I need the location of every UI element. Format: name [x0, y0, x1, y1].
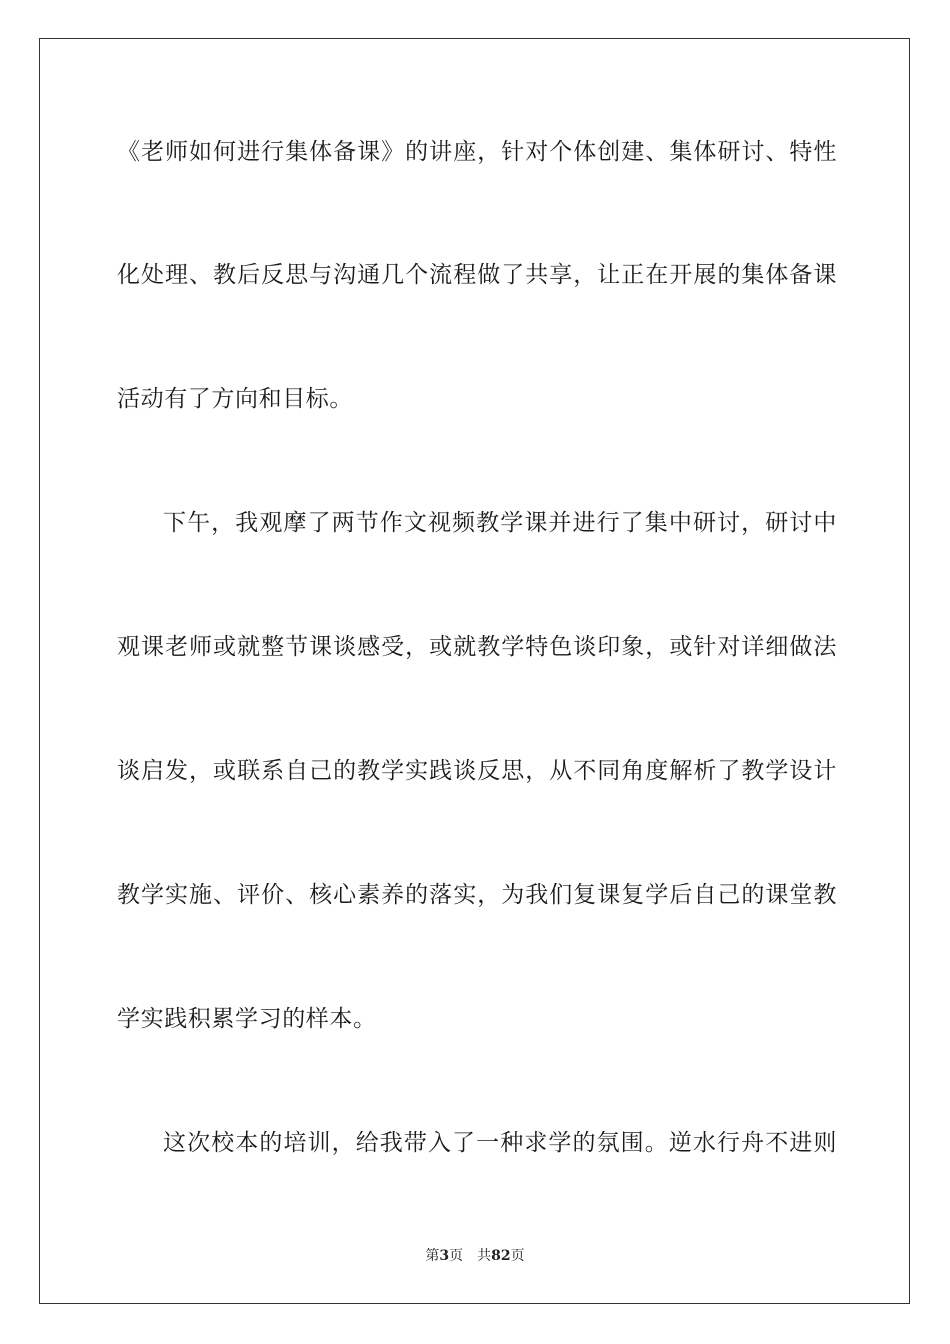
- body-text-line-5: 观课老师或就整节课谈感受，或就教学特色谈印象，或针对详细做法: [117, 634, 837, 660]
- total-pages: 82: [491, 1248, 511, 1264]
- body-text-line-7: 教学实施、评价、核心素养的落实，为我们复课复学后自己的课堂教: [117, 882, 837, 908]
- page-suffix: 页: [449, 1248, 464, 1264]
- body-text-line-8: 学实践积累学习的样本。: [117, 1006, 377, 1032]
- total-prefix: 共: [477, 1248, 492, 1264]
- body-text-line-2: 化处理、教后反思与沟通几个流程做了共享，让正在开展的集体备课: [117, 262, 837, 288]
- body-text-line-3: 活动有了方向和目标。: [117, 386, 353, 412]
- total-suffix: 页: [510, 1248, 525, 1264]
- body-text-line-9: 这次校本的培训，给我带入了一种求学的氛围。逆水行舟不进则: [163, 1130, 837, 1156]
- page-border: [39, 38, 910, 1304]
- body-text-line-6: 谈启发，或联系自己的教学实践谈反思，从不同角度解析了教学设计: [117, 758, 837, 784]
- body-text-line-4: 下午，我观摩了两节作文视频教学课并进行了集中研讨，研讨中: [163, 510, 837, 536]
- page-number: 3: [439, 1248, 450, 1264]
- page-prefix: 第: [425, 1248, 440, 1264]
- page-footer: [0, 1245, 950, 1265]
- body-text-line-1: 《老师如何进行集体备课》的讲座，针对个体创建、集体研讨、特性: [117, 139, 837, 165]
